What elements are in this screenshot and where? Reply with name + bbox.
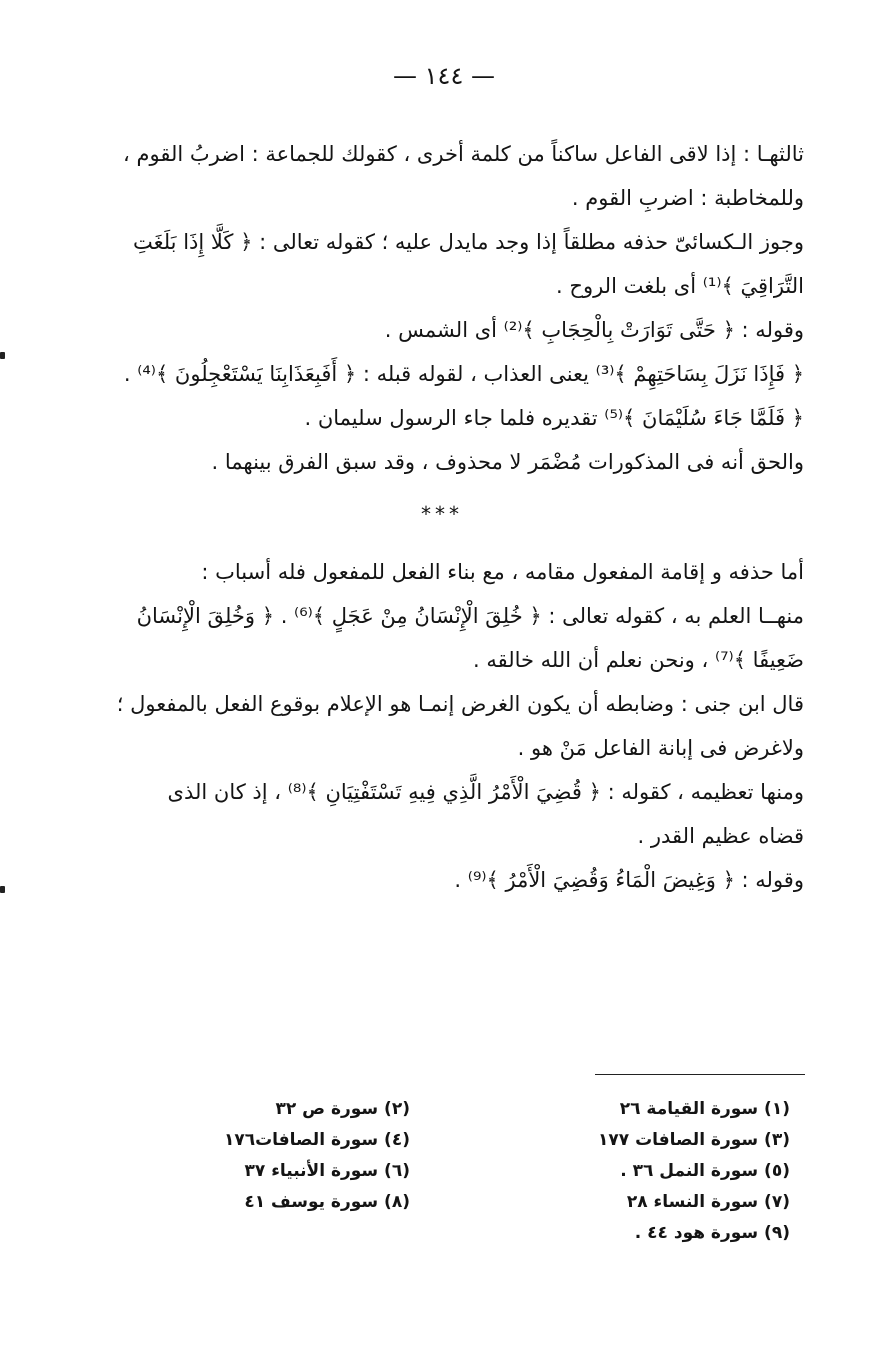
paragraph-line: أما حذفه و إقامة المفعول مقامه ، مع بناء الفعل للمفعول فله أسباب :: [201, 560, 804, 584]
paragraph-line: ﴿ فَلَمَّا جَاءَ سُلَيْمَانَ ﴾⁽⁵⁾ تقديره فلما جاء الرسول سليمان .: [304, 406, 804, 430]
footnote: (٧) سورة النساء ٢٨: [626, 1192, 790, 1212]
footnote: (٢) سورة ص ٣٢: [275, 1099, 410, 1119]
footnote: (٤) سورة الصافات١٧٦: [223, 1130, 410, 1150]
section-separator: ***: [421, 502, 463, 526]
scan-edge-mark: [0, 886, 5, 893]
paragraph-line: ﴿ فَإِذَا نَزَلَ بِسَاحَتِهِمْ ﴾⁽³⁾ يعنى العذاب ، لقوله قبله : ﴿ أَفَبِعَذَابِنَا يَسْتَعْجِلُونَ ﴾⁽⁴⁾ .: [123, 362, 804, 386]
footnote: (٦) سورة الأنبياء ٣٧: [244, 1161, 410, 1181]
paragraph-line: منهــا العلم به ، كقوله تعالى : ﴿ خُلِقَ الْإِنْسَانُ مِنْ عَجَلٍ ﴾⁽⁶⁾ . ﴿ وَخُلِقَ الْإِنْسَانُ: [136, 604, 804, 628]
footnote-divider: [595, 1074, 805, 1075]
paragraph-line: ومنها تعظيمه ، كقوله : ﴿ قُضِيَ الْأَمْرُ الَّذِي فِيهِ تَسْتَفْتِيَانِ ﴾⁽⁸⁾ ، إذ كان الذى: [167, 780, 804, 804]
footnote: (٥) سورة النمل ٣٦ .: [620, 1161, 790, 1181]
footnote: (١) سورة القيامة ٢٦: [619, 1099, 790, 1119]
paragraph-line: وجوز الـكسائىّ حذفه مطلقاً إذا وجد مايدل عليه ؛ كقوله تعالى : ﴿ كَلَّا إِذَا بَلَغَتِ: [132, 230, 804, 254]
paragraph-line: وللمخاطبة : اضربِ القوم .: [571, 186, 804, 210]
footnote: (٨) سورة يوسف ٤١: [244, 1192, 410, 1212]
paragraph-line: التَّرَاقِيَ ﴾⁽¹⁾ أى بلغت الروح .: [556, 274, 804, 298]
paragraph-line: ولاغرض فى إبانة الفاعل مَنْ هو .: [517, 736, 804, 760]
paragraph-line: وقوله : ﴿ وَغِيضَ الْمَاءُ وَقُضِيَ الْأَمْرُ ﴾⁽⁹⁾ .: [454, 868, 804, 892]
paragraph-line: قضاه عظيم القدر .: [637, 824, 804, 848]
footnotes-right-column: [550, 1094, 790, 1249]
scan-edge-mark: [0, 352, 5, 359]
main-text: [80, 132, 804, 902]
paragraph-line: ثالثهـا : إذا لاقى الفاعل ساكناً من كلمة أخرى ، كقولك للجماعة : اضربُ القوم ،: [123, 142, 804, 166]
paragraph-line: ضَعِيفًا ﴾⁽⁷⁾ ، ونحن نعلم أن الله خالقه .: [472, 648, 804, 672]
footnotes-left-column: [180, 1094, 410, 1218]
footnotes: [180, 1094, 790, 1254]
paragraph-line: والحق أنه فى المذكورات مُضْمَر لا محذوف ، وقد سبق الفرق بينهما .: [211, 450, 804, 474]
paragraph-line: وقوله : ﴿ حَتَّى تَوَارَتْ بِالْحِجَابِ ﴾⁽²⁾ أى الشمس .: [384, 318, 804, 342]
paragraph-line: قال ابن جنى : وضابطه أن يكون الغرض إنمـا هو الإعلام بوقوع الفعل بالمفعول ؛: [116, 692, 804, 716]
footnote: (٣) سورة الصافات ١٧٧: [598, 1130, 790, 1150]
page-number: — ١٤٤ —: [393, 62, 495, 90]
footnote: (٩) سورة هود ٤٤ .: [634, 1223, 790, 1243]
